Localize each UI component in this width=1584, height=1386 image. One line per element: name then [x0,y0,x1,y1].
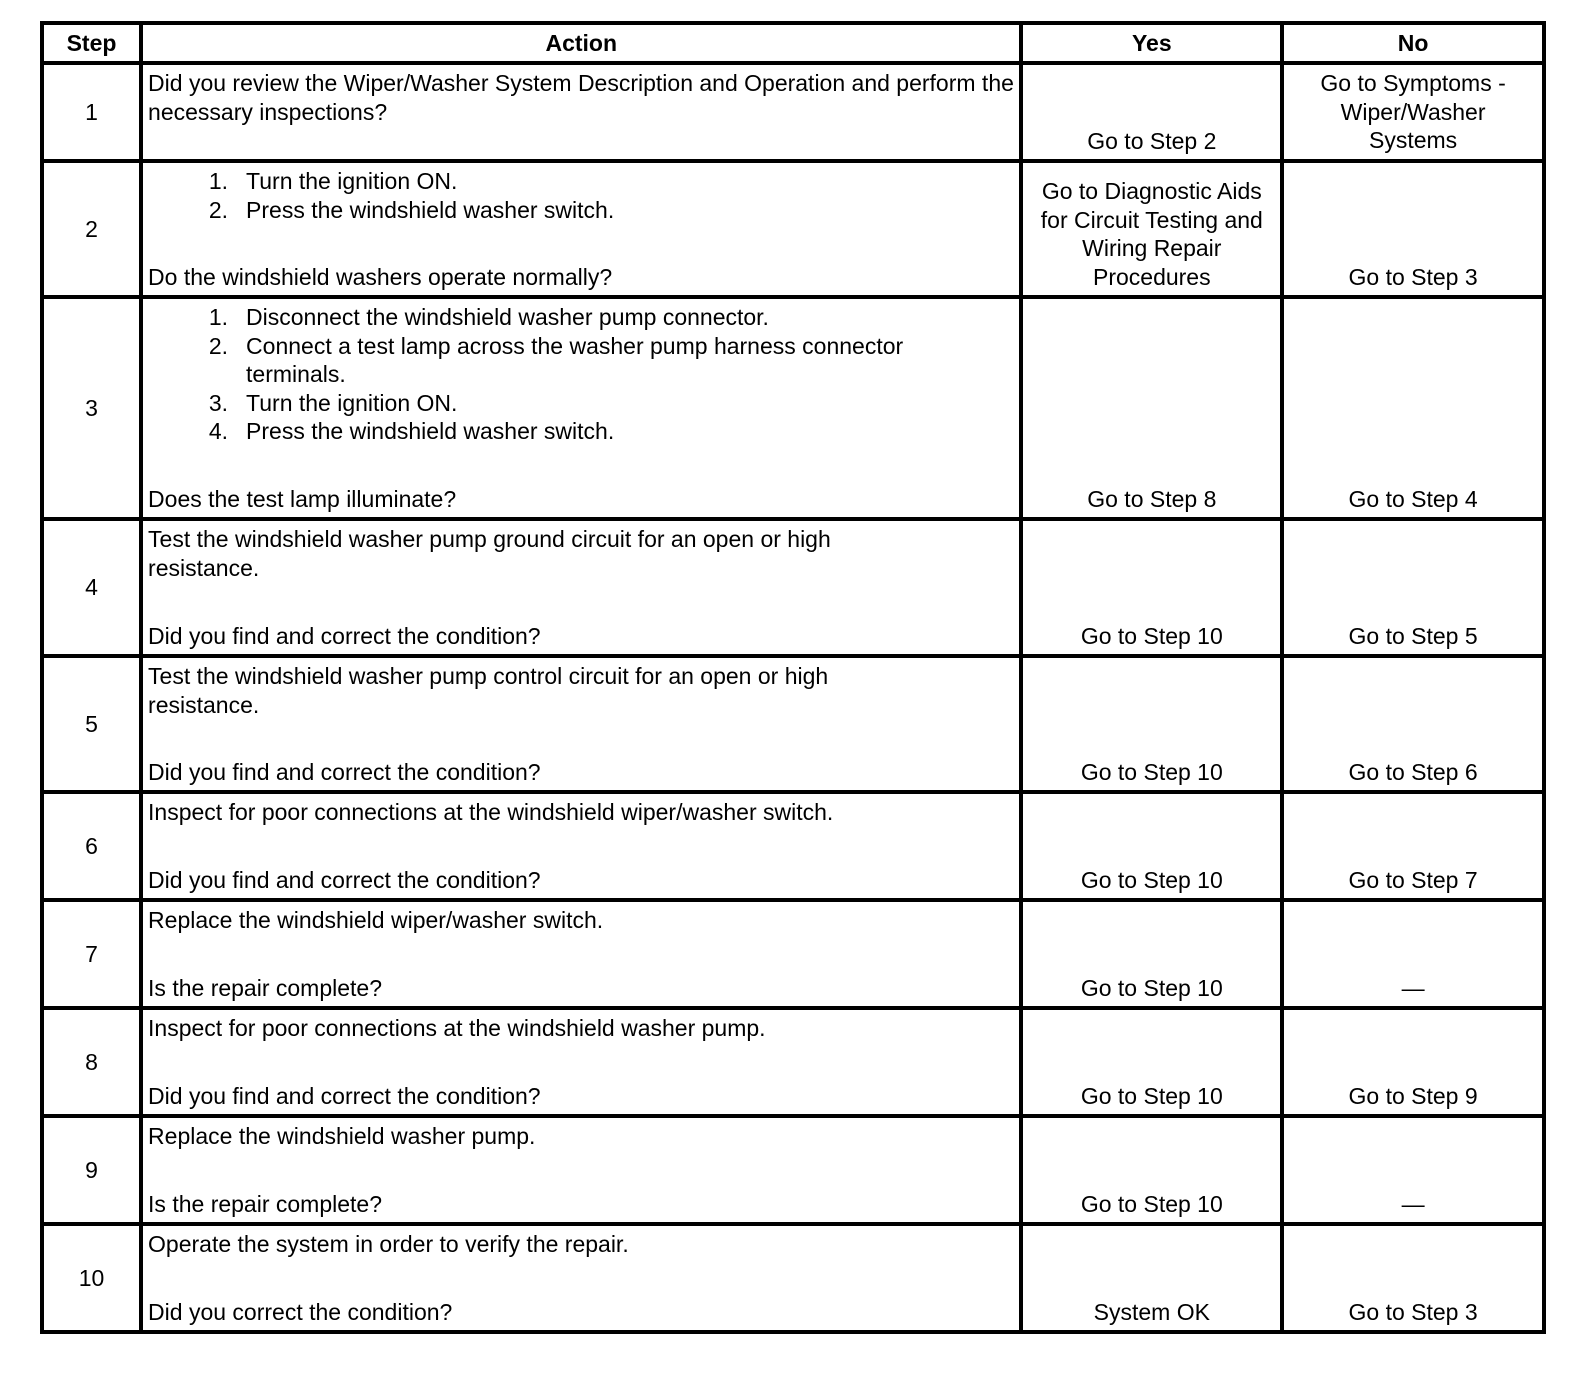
action-text: Inspect for poor connections at the windshield washer pump. [148,1015,766,1041]
yes-cell: Go to Step 8 [1021,297,1282,519]
no-cell: Go to Symptoms - Wiper/Washer Systems [1282,63,1544,161]
substep: 3. Turn the ignition ON. [208,389,458,416]
header-no: No [1282,23,1544,63]
action-cell [141,792,1021,900]
yes-cell: Go to Step 2 [1021,63,1282,161]
step-number: 4 [42,519,141,656]
action-text: Replace the windshield wiper/washer switch. [148,907,604,933]
question-text: Did you find and correct the condition? [148,1082,541,1109]
action-cell [141,1008,1021,1116]
action-text: Test the windshield washer pump control circuit for an open or high resistance. [148,663,829,718]
table-header-row [42,23,1544,63]
step-number: 9 [42,1116,141,1224]
substep: 1. Disconnect the windshield washer pump connector. [208,304,769,330]
no-cell: Go to Step 7 [1282,792,1544,900]
question-text: Did you correct the condition? [148,1298,453,1325]
no-cell: Go to Step 5 [1282,519,1544,656]
no-cell: — [1282,900,1544,1008]
yes-cell: Go to Step 10 [1021,1008,1282,1116]
step-number: 2 [42,161,141,297]
substep: 2. Connect a test lamp across the washer pump harness connector terminals. [208,332,904,387]
action-text: Replace the windshield washer pump. [148,1123,536,1149]
action-cell [141,297,1021,519]
substep: 2. Press the windshield washer switch. [208,196,615,223]
yes-cell: Go to Step 10 [1021,656,1282,792]
no-cell: Go to Step 9 [1282,1008,1544,1116]
no-cell: Go to Step 3 [1282,1224,1544,1332]
step-number: 10 [42,1224,141,1332]
yes-cell: Go to Step 10 [1021,519,1282,656]
table-row [42,297,1544,519]
substep-list [148,167,1019,224]
question-text: Do the windshield washers operate normally? [148,263,613,290]
action-cell [141,656,1021,792]
table-row [42,656,1544,792]
action-cell [141,1224,1021,1332]
step-number: 6 [42,792,141,900]
header-action: Action [141,23,1021,63]
substep: 1. Turn the ignition ON. [208,168,458,194]
no-cell: — [1282,1116,1544,1224]
diagnostic-table [40,21,1546,1334]
header-yes: Yes [1021,23,1282,63]
table-row [42,900,1544,1008]
yes-cell: System OK [1021,1224,1282,1332]
action-text: Test the windshield washer pump ground circuit for an open or high resistance. [148,526,831,581]
no-cell: Go to Step 6 [1282,656,1544,792]
question-text: Did you find and correct the condition? [148,758,541,785]
step-number: 3 [42,297,141,519]
yes-cell: Go to Step 10 [1021,900,1282,1008]
step-number: 5 [42,656,141,792]
header-step: Step [42,23,141,63]
action-text: Operate the system in order to verify the repair. [148,1231,629,1257]
action-text: Inspect for poor connections at the windshield wiper/washer switch. [148,799,834,825]
table-row [42,161,1544,297]
table-row [42,63,1544,161]
substep: 4. Press the windshield washer switch. [208,418,615,444]
action-cell [141,1116,1021,1224]
question-text: Did you find and correct the condition? [148,622,541,649]
no-cell: Go to Step 4 [1282,297,1544,519]
action-text: Did you review the Wiper/Washer System Description and Operation and perform the necessary inspections? [148,70,1014,125]
yes-cell: Go to Step 10 [1021,1116,1282,1224]
substep-list [148,303,1019,446]
table-row [42,519,1544,656]
action-cell [141,161,1021,297]
action-cell [141,63,1021,161]
question-text: Is the repair complete? [148,1190,382,1217]
table-row [42,792,1544,900]
step-number: 7 [42,900,141,1008]
yes-cell: Go to Diagnostic Aids for Circuit Testing and Wiring Repair Procedures [1021,161,1282,297]
question-text: Did you find and correct the condition? [148,866,541,893]
table-row [42,1224,1544,1332]
table-row [42,1116,1544,1224]
no-cell: Go to Step 3 [1282,161,1544,297]
table-row [42,1008,1544,1116]
action-cell [141,900,1021,1008]
question-text: Is the repair complete? [148,974,382,1001]
yes-cell: Go to Step 10 [1021,792,1282,900]
action-cell [141,519,1021,656]
question-text: Does the test lamp illuminate? [148,485,457,512]
step-number: 1 [42,63,141,161]
step-number: 8 [42,1008,141,1116]
